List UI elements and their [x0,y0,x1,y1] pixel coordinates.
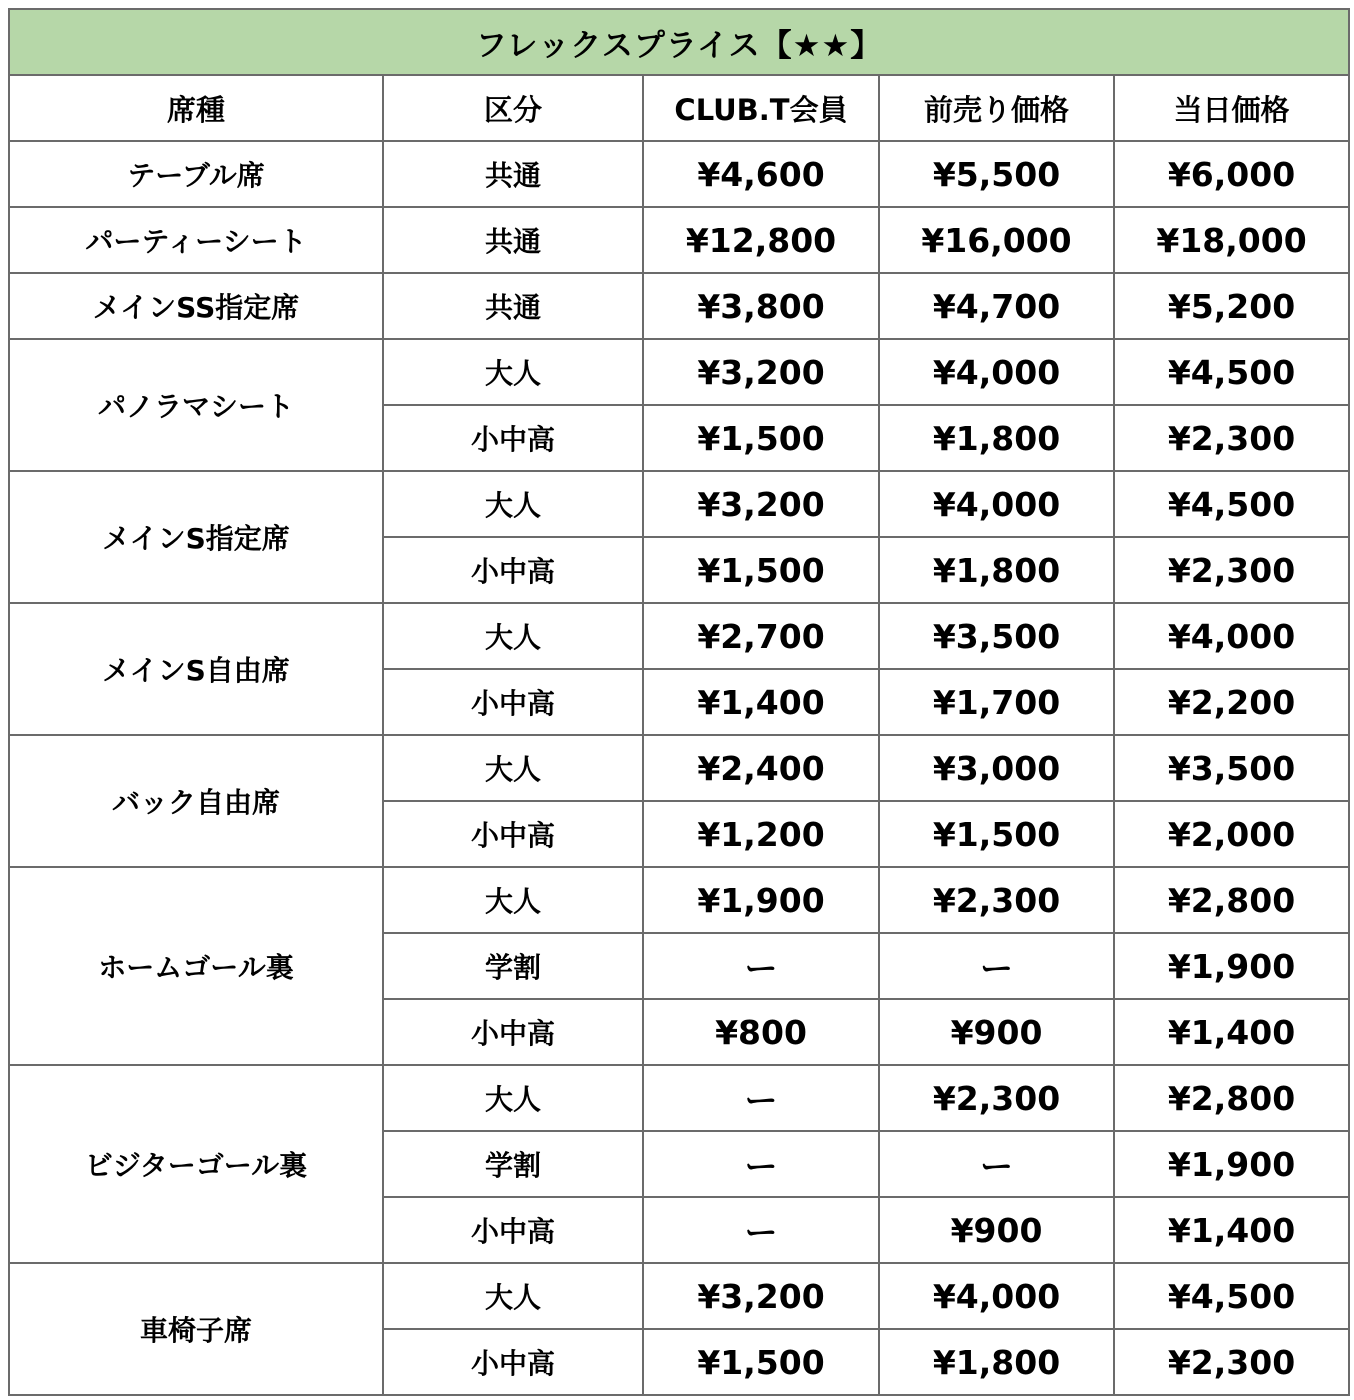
seat-type-cell: メインS指定席 [9,471,383,603]
seat-type-cell: バック自由席 [9,735,383,867]
advance-price-cell: ¥1,800 [879,405,1114,471]
club-member-price-cell: ¥800 [643,999,879,1065]
table-row [9,207,1349,273]
table-row [9,339,1349,405]
table-row [9,471,1349,537]
seat-type-cell: ホームゴール裏 [9,867,383,1065]
category-cell: 大人 [383,735,643,801]
table-row [9,273,1349,339]
header-club-member-price: CLUB.T会員 [643,75,879,141]
same-day-price-cell: ¥4,500 [1114,339,1349,405]
advance-price-cell: ¥3,500 [879,603,1114,669]
seat-type-cell: 車椅子席 [9,1263,383,1395]
category-cell: 大人 [383,339,643,405]
same-day-price-cell: ¥2,000 [1114,801,1349,867]
same-day-price-cell: ¥1,400 [1114,999,1349,1065]
table-title: フレックスプライス【★★】 [9,9,1349,75]
club-member-price-cell: ¥12,800 [643,207,879,273]
category-cell: 大人 [383,603,643,669]
club-member-price-cell: ¥3,200 [643,339,879,405]
category-cell: 小中高 [383,537,643,603]
club-member-price-cell: ー [643,1197,879,1263]
title-row [9,9,1349,75]
club-member-price-cell: ¥1,200 [643,801,879,867]
club-member-price-cell: ¥3,800 [643,273,879,339]
advance-price-cell: ¥4,000 [879,1263,1114,1329]
advance-price-cell: ¥1,800 [879,1329,1114,1395]
club-member-price-cell: ¥1,500 [643,537,879,603]
club-member-price-cell: ¥1,500 [643,1329,879,1395]
seat-type-cell: ビジターゴール裏 [9,1065,383,1263]
advance-price-cell: ー [879,933,1114,999]
same-day-price-cell: ¥4,000 [1114,603,1349,669]
advance-price-cell: ¥4,000 [879,339,1114,405]
table-row [9,1065,1349,1131]
club-member-price-cell: ¥1,500 [643,405,879,471]
category-cell: 大人 [383,1065,643,1131]
same-day-price-cell: ¥1,900 [1114,1131,1349,1197]
same-day-price-cell: ¥4,500 [1114,471,1349,537]
club-member-price-cell: ー [643,1131,879,1197]
advance-price-cell: ¥16,000 [879,207,1114,273]
club-member-price-cell: ¥3,200 [643,1263,879,1329]
club-member-price-cell: ¥3,200 [643,471,879,537]
same-day-price-cell: ¥2,300 [1114,405,1349,471]
category-cell: 共通 [383,273,643,339]
advance-price-cell: ¥1,700 [879,669,1114,735]
advance-price-cell: ¥4,700 [879,273,1114,339]
price-table-container [8,8,1348,1396]
same-day-price-cell: ¥2,800 [1114,867,1349,933]
same-day-price-cell: ¥2,200 [1114,669,1349,735]
category-cell: 大人 [383,471,643,537]
same-day-price-cell: ¥2,800 [1114,1065,1349,1131]
advance-price-cell: ー [879,1131,1114,1197]
club-member-price-cell: ¥2,400 [643,735,879,801]
same-day-price-cell: ¥1,400 [1114,1197,1349,1263]
club-member-price-cell: ー [643,1065,879,1131]
table-row [9,867,1349,933]
same-day-price-cell: ¥18,000 [1114,207,1349,273]
club-member-price-cell: ¥4,600 [643,141,879,207]
club-member-price-cell: ¥1,900 [643,867,879,933]
advance-price-cell: ¥1,500 [879,801,1114,867]
header-seat-type: 席種 [9,75,383,141]
header-same-day-price: 当日価格 [1114,75,1349,141]
category-cell: 小中高 [383,669,643,735]
same-day-price-cell: ¥1,900 [1114,933,1349,999]
table-row [9,141,1349,207]
category-cell: 小中高 [383,1329,643,1395]
seat-type-cell: メインSS指定席 [9,273,383,339]
advance-price-cell: ¥5,500 [879,141,1114,207]
category-cell: 学割 [383,1131,643,1197]
table-row [9,603,1349,669]
category-cell: 大人 [383,1263,643,1329]
same-day-price-cell: ¥6,000 [1114,141,1349,207]
same-day-price-cell: ¥2,300 [1114,1329,1349,1395]
category-cell: 共通 [383,141,643,207]
seat-type-cell: パーティーシート [9,207,383,273]
category-cell: 共通 [383,207,643,273]
same-day-price-cell: ¥5,200 [1114,273,1349,339]
club-member-price-cell: ー [643,933,879,999]
same-day-price-cell: ¥2,300 [1114,537,1349,603]
header-advance-price: 前売り価格 [879,75,1114,141]
category-cell: 小中高 [383,801,643,867]
seat-type-cell: テーブル席 [9,141,383,207]
category-cell: 小中高 [383,1197,643,1263]
category-cell: 学割 [383,933,643,999]
category-cell: 小中高 [383,999,643,1065]
category-cell: 小中高 [383,405,643,471]
advance-price-cell: ¥900 [879,999,1114,1065]
club-member-price-cell: ¥2,700 [643,603,879,669]
price-table [8,8,1350,1396]
same-day-price-cell: ¥3,500 [1114,735,1349,801]
same-day-price-cell: ¥4,500 [1114,1263,1349,1329]
category-cell: 大人 [383,867,643,933]
advance-price-cell: ¥1,800 [879,537,1114,603]
club-member-price-cell: ¥1,400 [643,669,879,735]
seat-type-cell: パノラマシート [9,339,383,471]
seat-type-cell: メインS自由席 [9,603,383,735]
table-row [9,735,1349,801]
header-row [9,75,1349,141]
advance-price-cell: ¥4,000 [879,471,1114,537]
table-row [9,1263,1349,1329]
advance-price-cell: ¥3,000 [879,735,1114,801]
header-category: 区分 [383,75,643,141]
advance-price-cell: ¥2,300 [879,867,1114,933]
advance-price-cell: ¥900 [879,1197,1114,1263]
advance-price-cell: ¥2,300 [879,1065,1114,1131]
